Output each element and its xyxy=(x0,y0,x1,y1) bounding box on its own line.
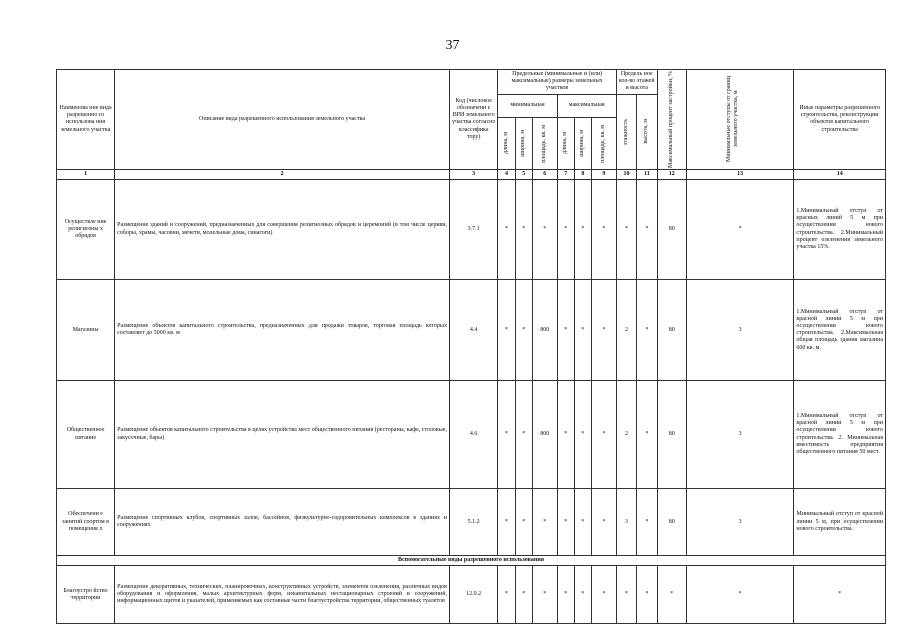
row-value: * xyxy=(532,180,557,280)
row-name: Благоустро йство территории xyxy=(57,566,115,624)
page-number: 37 xyxy=(445,38,460,53)
row-code: 3.7.1 xyxy=(449,180,497,280)
row-other-params: * xyxy=(794,566,886,624)
row-value: * xyxy=(557,489,574,556)
row-value: * xyxy=(686,566,794,624)
row-code: 4.4 xyxy=(449,280,497,381)
column-number: 9 xyxy=(592,169,617,179)
row-value: 3 xyxy=(686,381,794,489)
column-number: 4 xyxy=(498,169,515,179)
row-value: * xyxy=(515,180,532,280)
column-number: 14 xyxy=(794,169,886,179)
table-row xyxy=(57,180,886,280)
header-floors-group: Предель ное кол-во этажей и высота xyxy=(616,70,657,95)
row-name: Осуществле ние религиозны х обрядов xyxy=(57,180,115,280)
row-value: * xyxy=(498,280,515,381)
header-code: Код (числовое обозначени е ВРИ земельного участка согласно классифика тору) xyxy=(449,70,497,170)
header-description: Описание вида разрешенного использования земельного участка xyxy=(115,70,450,170)
row-value: 800 xyxy=(532,280,557,381)
row-description: Размещение спортивных клубов, спортивных залов, бассейнов, физкультурно-оздоровительных комплексов в зданиях и сооружениях xyxy=(115,489,450,556)
column-number: 3 xyxy=(449,169,497,179)
table-row xyxy=(57,381,886,489)
header-other-params: Иные параметры разрешенного строительства, реконструкции объектов капитального строительства xyxy=(794,70,886,170)
row-value: * xyxy=(515,489,532,556)
header-max-area: площадь, кв. м xyxy=(592,117,617,169)
header-size-group: Предельные (минимальные и (или) максимальные) размеры земельных участков xyxy=(498,70,616,95)
row-value: * xyxy=(592,180,617,280)
row-value: * xyxy=(515,381,532,489)
column-number: 10 xyxy=(616,169,636,179)
row-value: 80 xyxy=(657,381,686,489)
row-value: 3 xyxy=(686,489,794,556)
row-description: Размещение объектов капитального строительства в целях устройства мест общественного питания (рестораны, кафе, столовые, закусочные, бары) xyxy=(115,381,450,489)
column-number: 13 xyxy=(686,169,794,179)
row-value: * xyxy=(532,489,557,556)
row-name: Общественное питание xyxy=(57,381,115,489)
row-value: 800 xyxy=(532,381,557,489)
row-value: * xyxy=(498,489,515,556)
row-value: * xyxy=(532,566,557,624)
column-number: 7 xyxy=(557,169,574,179)
header-max: максимальная xyxy=(557,94,616,117)
row-value: * xyxy=(574,566,591,624)
row-value: * xyxy=(616,566,636,624)
header-min-area: площадь, кв. м xyxy=(532,117,557,169)
row-value: 80 xyxy=(657,180,686,280)
row-value: * xyxy=(574,489,591,556)
row-value: * xyxy=(592,381,617,489)
row-value: * xyxy=(557,566,574,624)
row-value: * xyxy=(637,280,657,381)
row-value: * xyxy=(574,381,591,489)
table-row xyxy=(57,566,886,624)
row-code: 5.1.2 xyxy=(449,489,497,556)
table-row xyxy=(57,280,886,381)
column-number: 12 xyxy=(657,169,686,179)
row-value: * xyxy=(686,180,794,280)
column-number: 1 xyxy=(57,169,115,179)
row-description: Размещение объектов капитального строительства, предназначенных для продажи товаров, торговая площадь которых составляет до 5000 кв. м xyxy=(115,280,450,381)
header-max-length: длина, м xyxy=(557,117,574,169)
row-value: * xyxy=(557,381,574,489)
row-code: 4.6 xyxy=(449,381,497,489)
column-number: 6 xyxy=(532,169,557,179)
row-value: * xyxy=(637,566,657,624)
column-number: 8 xyxy=(574,169,591,179)
column-number: 11 xyxy=(637,169,657,179)
row-code: 12.0.2 xyxy=(449,566,497,624)
header-height: высота, м xyxy=(637,94,657,169)
column-number: 2 xyxy=(115,169,450,179)
row-other-params: Минимальный отступ от красной линии 5 м, при осуществлении нового строительства. xyxy=(794,489,886,556)
header-min-width: ширина, м xyxy=(515,117,532,169)
row-value: * xyxy=(592,280,617,381)
row-value: * xyxy=(574,280,591,381)
row-value: 80 xyxy=(657,280,686,381)
row-value: * xyxy=(592,566,617,624)
header-name: Наименова ние вида разрешенно го использова ния земельного участка xyxy=(57,70,115,170)
row-name: Магазины xyxy=(57,280,115,381)
header-min-length: длина, м xyxy=(498,117,515,169)
row-value: * xyxy=(557,180,574,280)
row-value: 3 xyxy=(616,489,636,556)
header-max-width: ширина, м xyxy=(574,117,591,169)
table-row xyxy=(57,489,886,556)
row-value: 2 xyxy=(616,280,636,381)
row-value: * xyxy=(616,180,636,280)
row-value: * xyxy=(637,489,657,556)
row-value: 80 xyxy=(657,489,686,556)
row-other-params: 1.Минимальный отступ от красной линии 5 м при осуществлении нового строительства. 2. Минимальная вместимость предприятия общественного питания 50 мест. xyxy=(794,381,886,489)
aux-section-heading: Вспомогательные виды разрешенного использования xyxy=(57,556,886,566)
row-value: * xyxy=(657,566,686,624)
row-value: 2 xyxy=(616,381,636,489)
header-setbacks: Минимальные отступы от границ земельного участка, м xyxy=(686,70,794,170)
row-value: * xyxy=(637,381,657,489)
row-description: Размещение декоративных, технических, планировочных, конструктивных устройств, элементов озеленения, различных видов оборудования и оформления, малых архитектурных форм, некапитальных нестационарных строений и сооружений, информационных щитов и указателей, применяемых как составные части благоустройства территории, общественных туалетов xyxy=(115,566,450,624)
row-value: * xyxy=(637,180,657,280)
row-value: * xyxy=(498,180,515,280)
row-value: 3 xyxy=(686,280,794,381)
row-value: * xyxy=(498,381,515,489)
row-value: * xyxy=(557,280,574,381)
header-max-percent: Максимальный процент застройки, % xyxy=(657,70,686,170)
row-value: * xyxy=(592,489,617,556)
row-value: * xyxy=(515,566,532,624)
row-value: * xyxy=(574,180,591,280)
row-other-params: 1.Минимальный отступ от красной линии 5 м при осуществлении нового строительства. 2.Максимальная общая площадь здания магазина 600 кв. м. xyxy=(794,280,886,381)
header-min: минимальная xyxy=(498,94,557,117)
header-floors: этажность xyxy=(616,94,636,169)
row-value: * xyxy=(515,280,532,381)
row-name: Обеспечени е занятий спортом в помещения х xyxy=(57,489,115,556)
column-number: 5 xyxy=(515,169,532,179)
zoning-table xyxy=(56,69,886,624)
row-value: * xyxy=(498,566,515,624)
row-other-params: 1.Минимальный отступ от красных линий 5 м при осуществлении нового строительства. 2.Минимальный процент озеленения земельного участка 15%. xyxy=(794,180,886,280)
row-description: Размещение зданий и сооружений, предназначенных для совершения религиозных обрядов и церемоний (в том числе церкви, соборы, храмы, часовни, мечети, молельные дома, синагоги) xyxy=(115,180,450,280)
